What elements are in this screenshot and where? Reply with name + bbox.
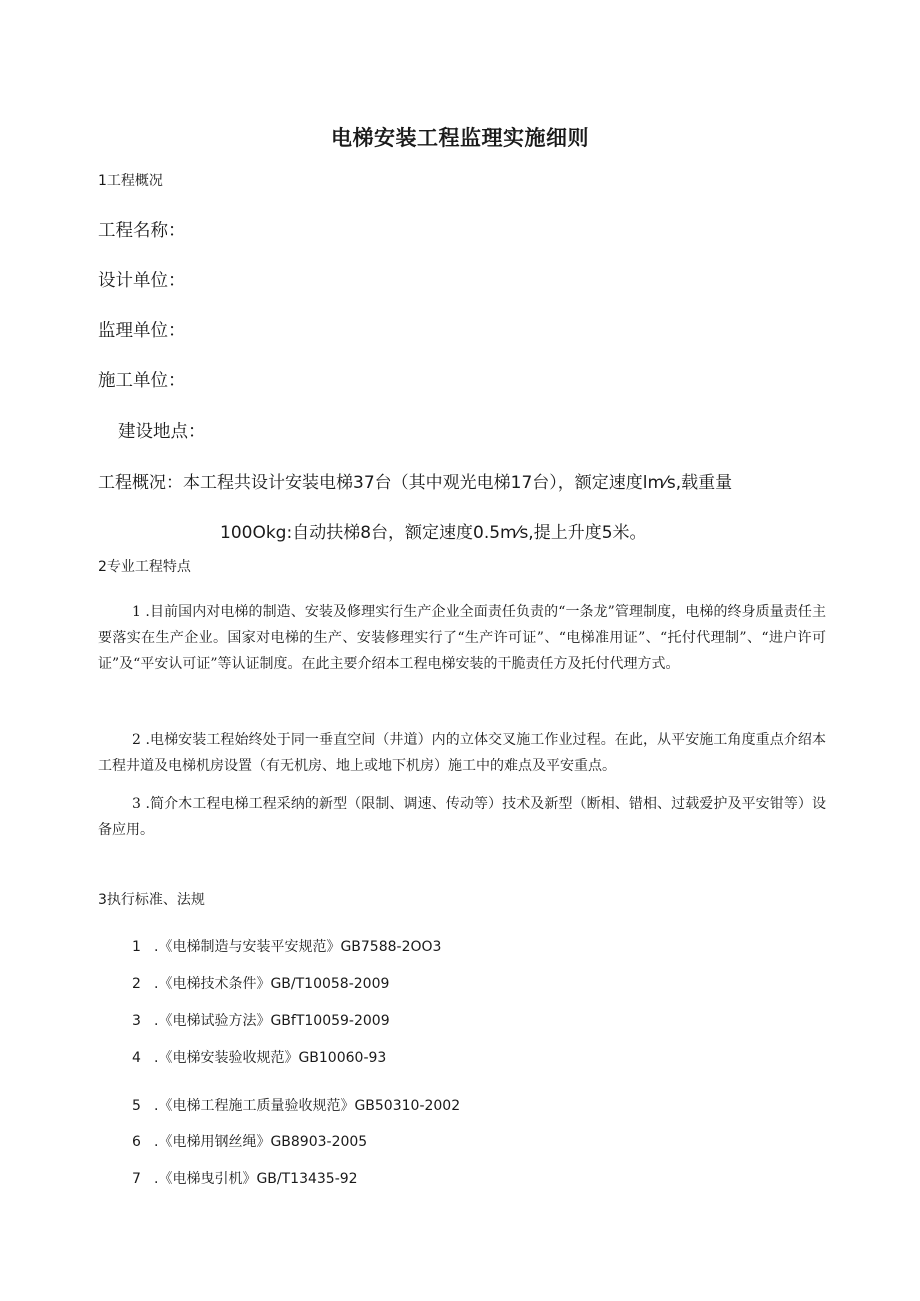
standard-number: 2 [132, 976, 141, 992]
field-construction-unit: 施工单位： [98, 371, 186, 391]
standard-text: .《电梯制造与安装平安规范》GB7588-2OO3 [154, 939, 442, 955]
overview-line-1: 工程概况：本工程共设计安装电梯37台（其中观光电梯17台），额定速度lm⁄s,载重量 [98, 473, 733, 493]
field-design-unit: 设计单位： [98, 271, 186, 291]
standard-item [132, 1131, 367, 1151]
standard-item [132, 936, 441, 956]
feature-paragraph-3: 3 .简介木工程电梯工程采纳的新型（限制、调速、传动等）技术及新型（断相、错相、过载爱护及平安钳等）设备应用。 [98, 796, 826, 838]
standard-text: .《电梯试验方法》GBfT10059-2009 [154, 1013, 390, 1029]
standard-text: .《电梯用钢丝绳》GB8903-2005 [154, 1134, 368, 1150]
standard-number: 6 [132, 1134, 141, 1150]
standard-text: .《电梯技术条件》GB/T10058-2009 [154, 976, 390, 992]
standard-item [132, 1010, 390, 1030]
feature-paragraph-1: 1 .目前国内对电梯的制造、安装及修理实行生产企业全面责任负责的“一条龙”管理制度，电梯的终身质量责任主要落实在生产企业。国家对电梯的生产、安装修理实行了“生产许可证”、“电梯准用证”、“托付代理制”、“进户许可证”及“平安认可证”等认证制度。在此主要介绍本工程电梯安装的干脆责任方及托付代理方式。 [98, 604, 826, 672]
standard-number: 7 [132, 1171, 141, 1187]
standard-number: 4 [132, 1050, 141, 1066]
field-project-name: 工程名称： [98, 221, 186, 241]
document-title: 电梯安装工程监理实施细则 [331, 126, 589, 150]
standard-number: 5 [132, 1098, 141, 1114]
section-2-heading: 2专业工程特点 [98, 559, 191, 575]
section-1-heading: 1工程概况 [98, 173, 163, 189]
standard-number: 1 [132, 939, 141, 955]
section-3-heading: 3执行标准、法规 [98, 892, 205, 908]
standard-text: .《电梯工程施工质量验收规范》GB50310-2002 [154, 1098, 461, 1114]
field-location: 建设地点： [118, 422, 206, 442]
standard-item [132, 1047, 386, 1067]
field-supervision-unit: 监理单位： [98, 321, 186, 341]
standard-item [132, 973, 389, 993]
standard-item [132, 1168, 358, 1188]
feature-paragraph-2: 2 .电梯安装工程始终处于同一垂直空间（井道）内的立体交叉施工作业过程。在此，从平安施工角度重点介绍本工程井道及电梯机房设置（有无机房、地上或地下机房）施工中的难点及平安重点。 [98, 732, 826, 774]
standard-text: .《电梯曳引机》GB/T13435-92 [154, 1171, 358, 1187]
standard-item [132, 1095, 460, 1115]
overview-line-2: 100Okg:自动扶梯8台，额定速度0.5m⁄s,提上升度5米。 [220, 523, 647, 543]
standard-number: 3 [132, 1013, 141, 1029]
standard-text: .《电梯安装验收规范》GB10060-93 [154, 1050, 387, 1066]
